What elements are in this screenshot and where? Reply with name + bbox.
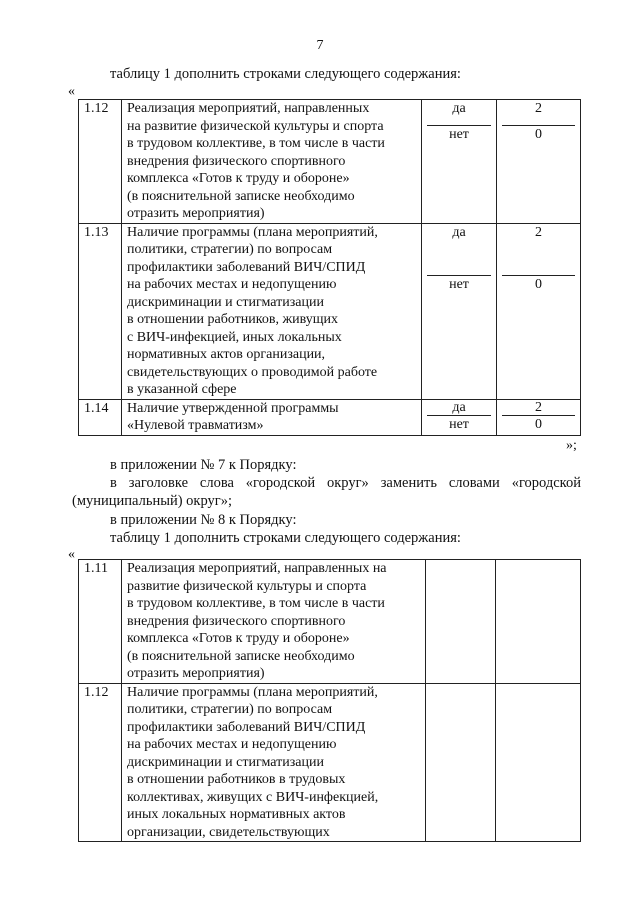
no-score: 0 xyxy=(535,276,542,292)
empty-cell xyxy=(496,560,581,684)
answer-scores xyxy=(497,100,581,224)
row-number: 1.14 xyxy=(79,399,122,435)
no-label: нет xyxy=(449,276,469,292)
close-quote-1: »; xyxy=(566,438,577,453)
row-description: Реализация мероприятий, направленных на развитие физической культуры и спорта в трудовом коллективе, в том числе в части внедрения физического спортивного комплекса «Готов к труду и обороне» (в пояснительной записке необходимо отразить мероприятия) xyxy=(122,100,422,224)
row-number: 1.11 xyxy=(79,560,122,684)
table-row xyxy=(79,560,581,684)
replace-text-line-1: в заголовке слова «городской округ» заменить словами «городской xyxy=(110,475,581,491)
table-1 xyxy=(78,99,581,436)
table-row xyxy=(79,399,581,435)
row-number: 1.12 xyxy=(79,100,122,224)
intro-text-2: таблицу 1 дополнить строками следующего содержания: xyxy=(110,530,461,546)
table-2 xyxy=(78,559,581,842)
table-row xyxy=(79,223,581,399)
answer-scores xyxy=(497,399,581,435)
no-label: нет xyxy=(449,416,469,432)
row-description: Наличие утвержденной программы «Нулевой травматизм» xyxy=(122,399,422,435)
empty-cell xyxy=(426,560,496,684)
open-quote-2: « xyxy=(68,547,75,562)
open-quote-1: « xyxy=(68,84,75,99)
yes-label: да xyxy=(427,224,491,276)
answer-labels xyxy=(422,100,497,224)
replace-text-line-2: (муниципальный) округ»; xyxy=(72,493,233,509)
yes-label: да xyxy=(427,100,491,126)
yes-score: 2 xyxy=(502,400,575,416)
row-number: 1.12 xyxy=(79,683,122,842)
yes-score: 2 xyxy=(502,224,575,276)
answer-scores xyxy=(497,223,581,399)
row-description: Наличие программы (плана мероприятий, политики, стратегии) по вопросам профилактики заболеваний ВИЧ/СПИД на рабочих местах и недопущению дискриминации и стигматизации в отношении работников в трудовых коллективах, живущих с ВИЧ-инфекцией, иных локальных нормативных актов организации, свидетельствующих xyxy=(122,683,426,842)
answer-labels xyxy=(422,399,497,435)
row-description: Наличие программы (плана мероприятий, политики, стратегии) по вопросам профилактики заболеваний ВИЧ/СПИД на рабочих местах и недопущению дискриминации и стигматизации в отношении работников, живущих с ВИЧ-инфекцией, иных локальных нормативных актов организации, свидетельствующих о проводимой работе в указанной сфере xyxy=(122,223,422,399)
no-label: нет xyxy=(449,127,469,142)
page-number: 7 xyxy=(316,38,324,53)
answer-labels xyxy=(422,223,497,399)
row-number: 1.13 xyxy=(79,223,122,399)
no-score: 0 xyxy=(535,416,542,432)
empty-cell xyxy=(496,683,581,842)
appendix-7-text: в приложении № 7 к Порядку: xyxy=(110,457,297,473)
no-score: 0 xyxy=(535,127,542,142)
yes-score: 2 xyxy=(502,100,575,126)
table-row xyxy=(79,683,581,842)
intro-text-1: таблицу 1 дополнить строками следующего содержания: xyxy=(110,66,461,82)
empty-cell xyxy=(426,683,496,842)
row-description: Реализация мероприятий, направленных на развитие физической культуры и спорта в трудовом коллективе, в том числе в части внедрения физического спортивного комплекса «Готов к труду и обороне» (в пояснительной записке необходимо отразить мероприятия) xyxy=(122,560,426,684)
yes-label: да xyxy=(427,400,491,416)
appendix-8-text: в приложении № 8 к Порядку: xyxy=(110,512,297,528)
table-row xyxy=(79,100,581,224)
